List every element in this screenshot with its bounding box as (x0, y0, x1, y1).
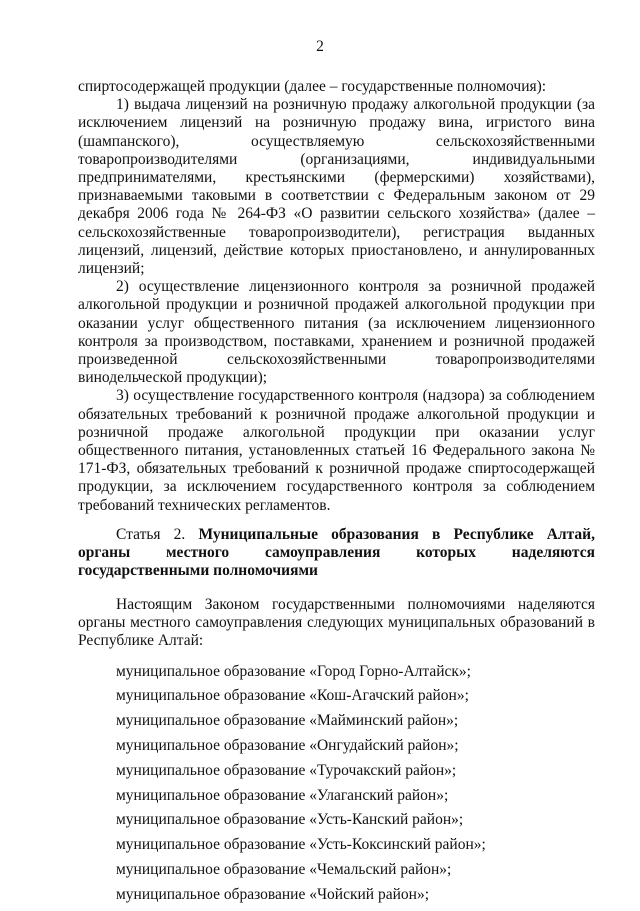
list-item: муниципальное образование «Чойский район»; (116, 885, 429, 903)
article-prefix: Статья 2. (116, 525, 199, 543)
list-item: муниципальное образование «Усть-Коксинский район»; (116, 836, 486, 854)
article-title: Муниципальные образования в Республике Алтай, органы местного самоуправления которых наделяются государственными полномочиями (78, 525, 595, 580)
list-item: муниципальное образование «Онгудайский район»; (116, 736, 459, 754)
article-intro: Настоящим Законом государственными полномочиями наделяются органы местного самоуправления следующих муниципальных образований в Республике Алтай: (78, 595, 595, 650)
paragraph-item-1: 1) выдача лицензий на розничную продажу алкогольной продукции (за исключением лицензий на розничную продажу вина, игристого вина (шампанского), осуществляемую сельскохозяйственными товаропроизводителями (организациями, индивидуальными предпринимателями, крестьянскими (фермерскими) хозяйствами), признаваемыми таковыми в соответствии с Федеральным законом от 29 декабря 2006 года № 264-ФЗ «О развитии сельского хозяйства» (далее – сельскохозяйственные товаропроизводители), регистрация выданных лицензий, лицензий, действие которых приостановлено, и аннулированных лицензий; (78, 96, 595, 278)
list-item: муниципальное образование «Чемальский район»; (116, 860, 452, 878)
list-item: муниципальное образование «Турочакский район»; (116, 761, 457, 779)
article-heading (78, 526, 595, 581)
list-item: муниципальное образование «Усть-Канский район»; (116, 811, 464, 829)
municipality-list (78, 663, 595, 904)
list-item: муниципальное образование «Майминский район»; (116, 712, 459, 730)
list-item: муниципальное образование «Город Горно-Алтайск»; (116, 662, 471, 680)
paragraph-item-3: 3) осуществление государственного контроля (надзора) за соблюдением обязательных требований к розничной продаже алкогольной продукции и розничной продаже алкогольной продукции при оказании услуг общественного питания, установленных статьей 16 Федерального закона № 171-ФЗ, обязательных требований к розничной продаже спиртосодержащей продукции, за исключением государственного контроля за соблюдением требований технических регламентов. (78, 387, 595, 514)
list-item: муниципальное образование «Улаганский район»; (116, 786, 449, 804)
paragraph-continuation: спиртосодержащей продукции (далее – государственные полномочия): (78, 78, 547, 95)
document-body (78, 78, 595, 911)
list-item: муниципальное образование «Кош-Агачский район»; (116, 687, 469, 705)
page-number: 2 (316, 38, 324, 55)
paragraph-item-2: 2) осуществление лицензионного контроля за розничной продажей алкогольной продукции и розничной продажей алкогольной продукции при оказании услуг общественного питания (за исключением лицензионного контроля за производством, поставками, хранением и розничной продажей произведенной сельскохозяйственными товаропроизводителями винодельческой продукции); (78, 278, 595, 387)
